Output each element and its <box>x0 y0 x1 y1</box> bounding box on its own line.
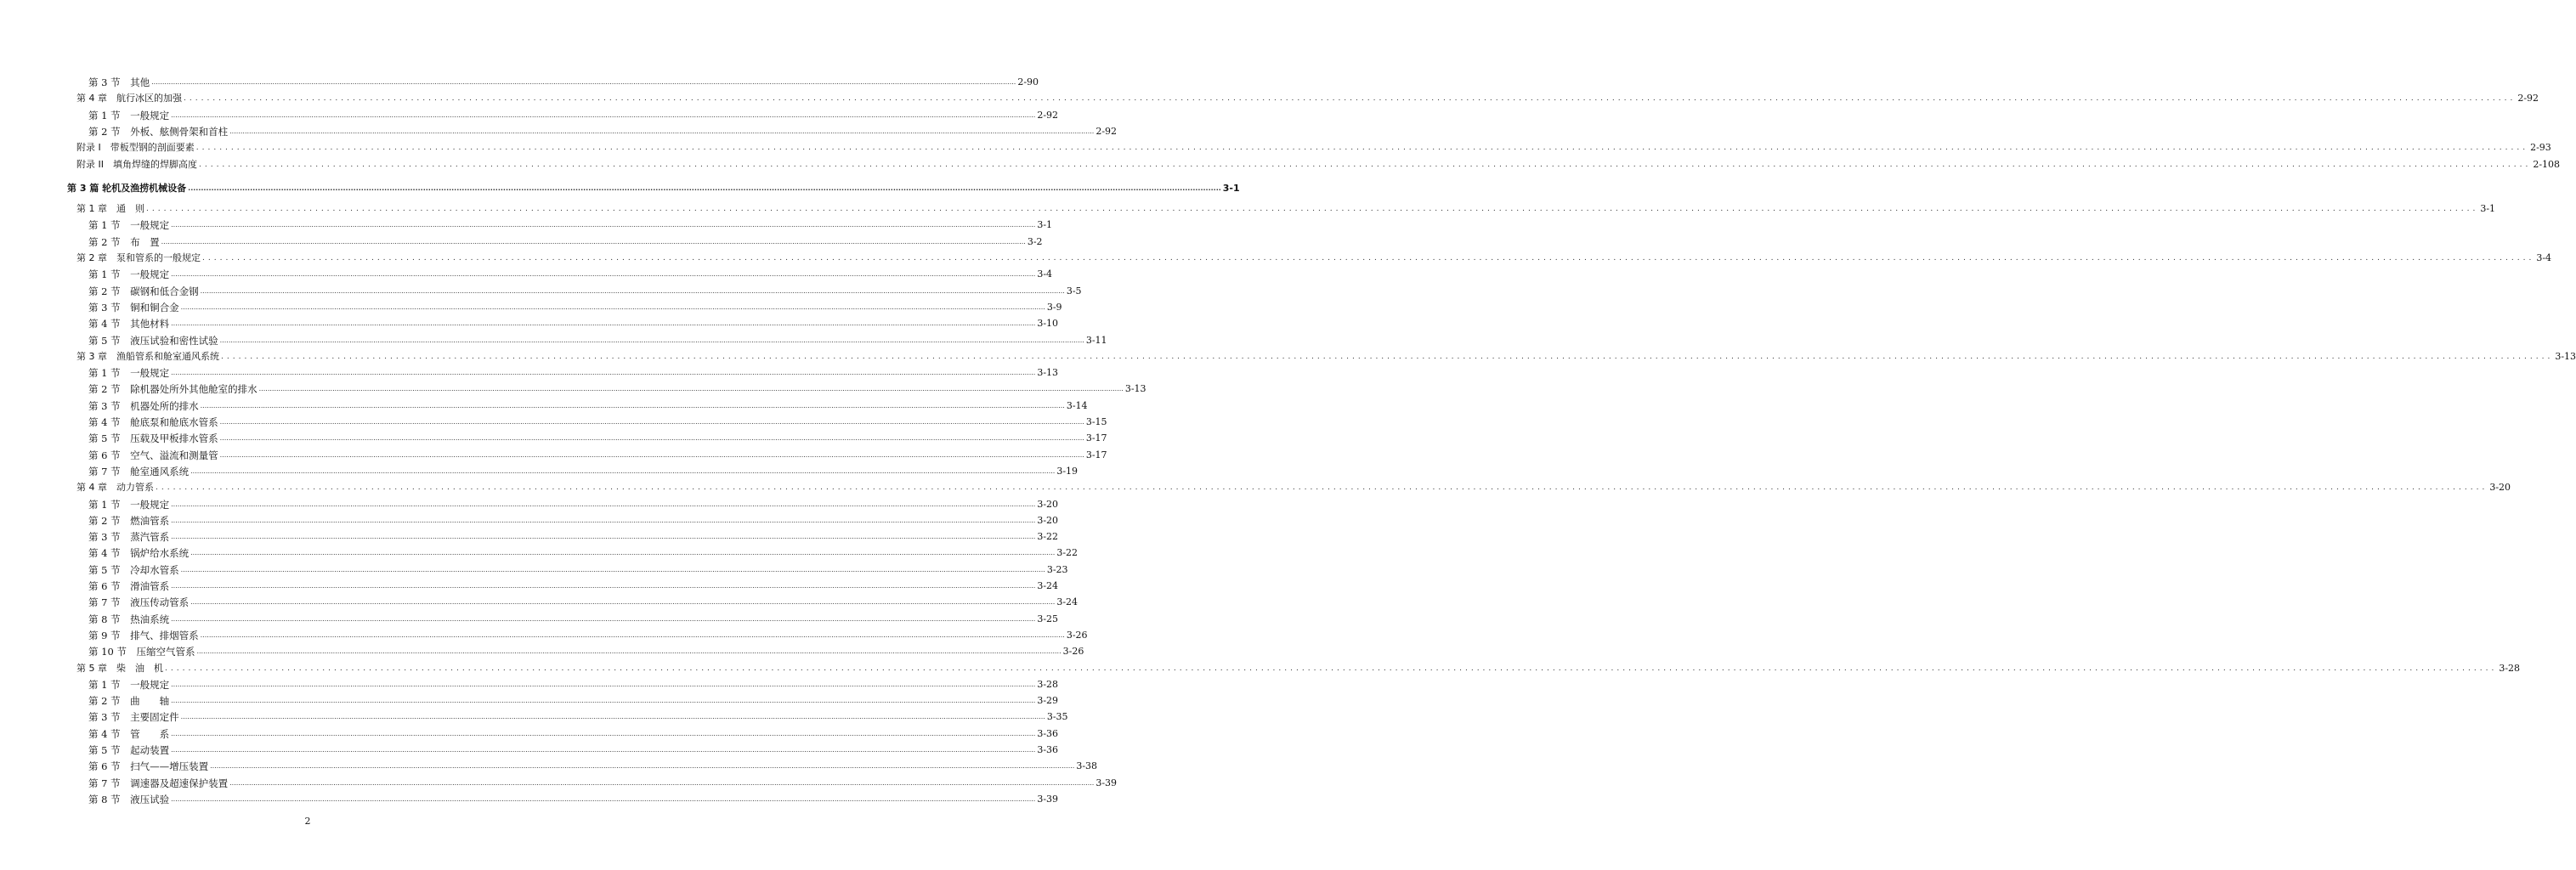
toc-entry-page: 3-20 <box>2489 482 2511 494</box>
toc-entry[interactable] <box>67 182 1240 195</box>
dot-leader: ................................................................................................................................................................................................................................................................................................................................................................................................................ <box>171 369 1036 377</box>
toc-entry[interactable] <box>88 793 1059 806</box>
page-number: 2 <box>304 816 311 827</box>
dot-leader: ................................................................................................................................................................................................................................................................................................................................................................................................................ <box>184 94 2517 104</box>
toc-entry[interactable] <box>76 92 2539 105</box>
toc-entry-page: 3-38 <box>1076 760 1098 772</box>
dot-leader: ................................................................................................................................................................................................................................................................................................................................................................................................................ <box>188 184 1221 192</box>
dot-leader: ................................................................................................................................................................................................................................................................................................................................................................................................................ <box>171 110 1036 119</box>
toc-entry-label: 第 1 节 一般规定 <box>88 219 170 232</box>
toc-entry[interactable] <box>88 760 1098 773</box>
dot-leader: ................................................................................................................................................................................................................................................................................................................................................................................................................ <box>171 582 1036 590</box>
dot-leader: ................................................................................................................................................................................................................................................................................................................................................................................................................ <box>219 336 1084 344</box>
toc-entry-label: 第 3 章 渔船管系和舱室通风系统 <box>76 350 219 362</box>
toc-entry-page: 3-11 <box>1085 334 1107 346</box>
dot-leader: ................................................................................................................................................................................................................................................................................................................................................................................................................ <box>200 630 1065 639</box>
toc-entry[interactable] <box>88 530 1059 544</box>
toc-entry-label: 第 1 节 一般规定 <box>88 367 170 380</box>
toc-entry[interactable] <box>88 546 1079 560</box>
toc-entry[interactable] <box>76 158 2561 172</box>
toc-entry[interactable] <box>88 334 1107 347</box>
dot-leader: ................................................................................................................................................................................................................................................................................................................................................................................................................ <box>171 500 1036 508</box>
toc-entry[interactable] <box>76 251 2552 265</box>
toc-entry-label: 第 8 节 热油系统 <box>88 613 170 625</box>
toc-entry-label: 第 1 节 一般规定 <box>88 678 170 691</box>
toc-entry[interactable] <box>88 694 1059 708</box>
toc-entry[interactable] <box>88 399 1088 413</box>
dot-leader: ................................................................................................................................................................................................................................................................................................................................................................................................................ <box>171 319 1036 328</box>
toc-entry-page: 3-26 <box>1066 629 1088 641</box>
dot-leader: ................................................................................................................................................................................................................................................................................................................................................................................................................ <box>171 221 1036 229</box>
toc-entry-label: 第 5 节 起动装置 <box>88 744 170 756</box>
toc-entry-page: 3-36 <box>1037 744 1059 755</box>
toc-entry-page: 3-20 <box>1037 498 1059 510</box>
toc-entry[interactable] <box>88 109 1059 122</box>
toc-entry-label: 第 4 节 其他材料 <box>88 318 170 330</box>
toc-entry-label: 第 5 节 冷却水管系 <box>88 563 179 576</box>
toc-entry[interactable] <box>88 678 1059 692</box>
dot-leader: ................................................................................................................................................................................................................................................................................................................................................................................................................ <box>200 401 1065 410</box>
toc-entry-label: 第 1 节 一般规定 <box>88 268 170 281</box>
toc-entry-page: 3-17 <box>1085 449 1107 460</box>
toc-entry[interactable] <box>88 432 1107 445</box>
toc-entry[interactable] <box>88 268 1053 281</box>
dot-leader: ................................................................................................................................................................................................................................................................................................................................................................................................................ <box>180 713 1045 721</box>
dot-leader: ................................................................................................................................................................................................................................................................................................................................................................................................................ <box>161 237 1026 246</box>
toc-entry-page: 2-90 <box>1017 76 1039 88</box>
toc-entry-label: 第 2 节 除机器处所外其他舱室的排水 <box>88 383 258 396</box>
toc-entry[interactable] <box>88 382 1146 396</box>
toc-entry-page: 3-2 <box>1027 235 1043 247</box>
toc-entry-page: 3-25 <box>1037 613 1059 624</box>
toc-entry-page: 3-5 <box>1066 285 1082 297</box>
toc-entry-page: 2-92 <box>1096 125 1118 137</box>
dot-leader: ................................................................................................................................................................................................................................................................................................................................................................................................................ <box>171 697 1036 705</box>
toc-entry[interactable] <box>88 629 1088 642</box>
toc-entry-label: 第 3 节 主要固定件 <box>88 711 179 724</box>
dot-leader: ................................................................................................................................................................................................................................................................................................................................................................................................................ <box>219 434 1084 443</box>
toc-entry-label: 第 5 节 压载及甲板排水管系 <box>88 432 218 445</box>
dot-leader: ................................................................................................................................................................................................................................................................................................................................................................................................................ <box>171 270 1036 279</box>
toc-entry-page: 3-28 <box>1037 678 1059 690</box>
dot-leader: ................................................................................................................................................................................................................................................................................................................................................................................................................ <box>229 127 1095 135</box>
toc-entry-label: 第 6 节 空气、溢流和测量管 <box>88 449 218 461</box>
toc-entry-label: 第 3 节 蒸汽管系 <box>88 531 170 544</box>
toc-entry-label: 第 7 节 舱室通风系统 <box>88 465 190 477</box>
toc-entry[interactable] <box>88 465 1079 478</box>
toc-entry[interactable] <box>88 514 1059 528</box>
toc-entry-label: 第 4 章 动力管系 <box>76 482 154 494</box>
toc-entry[interactable] <box>76 202 2496 216</box>
toc-entry[interactable] <box>88 596 1079 609</box>
dot-leader: ................................................................................................................................................................................................................................................................................................................................................................................................................ <box>190 598 1056 607</box>
dot-leader: ................................................................................................................................................................................................................................................................................................................................................................................................................ <box>221 352 2554 361</box>
toc-entry[interactable] <box>88 301 1062 314</box>
toc-entry-page: 3-26 <box>1062 646 1084 658</box>
toc-entry-page: 3-20 <box>1037 514 1059 526</box>
toc-entry-page: 3-13 <box>2555 350 2576 362</box>
toc-entry-page: 3-15 <box>1085 416 1107 427</box>
toc-entry[interactable] <box>88 415 1107 429</box>
toc-entry-page: 2-108 <box>2533 158 2561 170</box>
toc-entry-page: 3-13 <box>1124 383 1146 395</box>
toc-entry-label: 第 7 节 调速器及超速保护装置 <box>88 777 229 789</box>
toc-entry-label: 第 3 节 机器处所的排水 <box>88 399 199 412</box>
toc-entry-label: 第 4 章 航行冰区的加强 <box>76 93 182 105</box>
toc-entry[interactable] <box>88 76 1039 89</box>
toc-entry-label: 第 2 节 曲 轴 <box>88 695 170 708</box>
toc-entry-page: 2-93 <box>2530 142 2551 154</box>
toc-entry-page: 3-4 <box>2536 252 2552 263</box>
toc-entry-page: 3-23 <box>1046 563 1068 575</box>
dot-leader: ................................................................................................................................................................................................................................................................................................................................................................................................................ <box>180 565 1045 573</box>
toc-entry-label: 第 7 节 液压传动管系 <box>88 596 190 609</box>
toc-entry[interactable] <box>88 563 1068 577</box>
dot-leader: ................................................................................................................................................................................................................................................................................................................................................................................................................ <box>171 729 1036 737</box>
toc-entry-page: 3-22 <box>1056 547 1079 559</box>
toc-entry-label: 附录 I 带板型钢的剖面要素 <box>76 142 195 154</box>
toc-entry-page: 3-9 <box>1046 301 1062 313</box>
dot-leader: ................................................................................................................................................................................................................................................................................................................................................................................................................ <box>171 680 1036 688</box>
toc-entry-page: 3-36 <box>1037 727 1059 739</box>
dot-leader: ................................................................................................................................................................................................................................................................................................................................................................................................................ <box>180 302 1045 311</box>
dot-leader: ................................................................................................................................................................................................................................................................................................................................................................................................................ <box>171 794 1036 803</box>
toc-entry-label: 第 2 节 外板、舷侧骨架和首柱 <box>88 125 229 138</box>
toc-entry[interactable] <box>88 579 1059 593</box>
toc-entry-label: 第 5 节 液压试验和密性试验 <box>88 334 218 347</box>
dot-leader: ................................................................................................................................................................................................................................................................................................................................................................................................................ <box>219 418 1084 426</box>
toc-entry-label: 附录 II 填角焊缝的焊脚高度 <box>76 158 197 170</box>
dot-leader: ................................................................................................................................................................................................................................................................................................................................................................................................................ <box>171 746 1036 754</box>
toc-entry-page: 3-19 <box>1056 465 1079 477</box>
toc-entry-page: 3-24 <box>1056 596 1079 608</box>
toc-entry[interactable] <box>88 613 1059 626</box>
toc-entry[interactable] <box>88 218 1053 232</box>
toc-entry[interactable] <box>76 662 2521 675</box>
toc-entry-page: 2-92 <box>2517 93 2539 105</box>
toc-entry-label: 第 6 节 滑油管系 <box>88 580 170 592</box>
toc-entry-page: 3-39 <box>1096 777 1118 788</box>
toc-entry-page: 3-24 <box>1037 580 1059 591</box>
toc-entry-label: 第 3 节 铜和铜合金 <box>88 301 179 314</box>
toc-entry[interactable] <box>88 366 1059 380</box>
toc-entry-page: 3-35 <box>1046 711 1068 723</box>
toc-entry-label: 第 4 节 管 系 <box>88 727 170 740</box>
toc-entry-page: 3-22 <box>1037 531 1059 543</box>
toc-entry-page: 3-28 <box>2499 662 2521 674</box>
dot-leader: ................................................................................................................................................................................................................................................................................................................................................................................................................ <box>198 160 2532 169</box>
dot-leader: ................................................................................................................................................................................................................................................................................................................................................................................................................ <box>171 533 1036 541</box>
toc-entry[interactable] <box>88 285 1082 298</box>
toc-entry[interactable] <box>76 350 2576 364</box>
toc-entry[interactable] <box>88 449 1107 462</box>
toc-entry-label: 第 2 节 碳钢和低合金钢 <box>88 285 199 297</box>
toc-entry-label: 第 8 节 液压试验 <box>88 793 170 805</box>
toc-entry[interactable] <box>88 777 1118 790</box>
toc-entry[interactable] <box>88 498 1059 511</box>
toc-entry-label: 第 10 节 压缩空气管系 <box>88 646 195 658</box>
dot-leader: ................................................................................................................................................................................................................................................................................................................................................................................................................ <box>171 614 1036 623</box>
toc-entry-page: 3-14 <box>1066 399 1088 411</box>
toc-entry[interactable] <box>88 727 1059 741</box>
dot-leader: ................................................................................................................................................................................................................................................................................................................................................................................................................ <box>200 286 1065 295</box>
dot-leader: ................................................................................................................................................................................................................................................................................................................................................................................................................ <box>202 254 2535 263</box>
toc-entry-label: 第 9 节 排气、排烟管系 <box>88 629 199 641</box>
toc-entry-label: 第 1 节 一般规定 <box>88 109 170 121</box>
toc-entry-label: 第 2 节 燃油管系 <box>88 514 170 527</box>
toc-entry-label: 第 1 节 一般规定 <box>88 498 170 511</box>
toc-entry[interactable] <box>88 125 1118 138</box>
toc-entry-label: 第 6 节 扫气——增压装置 <box>88 760 209 773</box>
dot-leader: ................................................................................................................................................................................................................................................................................................................................................................................................................ <box>171 516 1036 524</box>
toc-entry[interactable] <box>88 645 1084 658</box>
toc-entry[interactable] <box>88 317 1059 330</box>
toc-entry-page: 3-1 <box>1037 219 1053 231</box>
toc-entry[interactable] <box>88 710 1068 724</box>
toc-entry-page: 3-17 <box>1085 432 1107 444</box>
toc-entry-label: 第 4 节 锅炉给水系统 <box>88 547 190 560</box>
toc-entry[interactable] <box>88 743 1059 757</box>
toc-entry-label: 第 2 节 布 置 <box>88 235 160 248</box>
toc-entry-page: 3-1 <box>2480 203 2496 215</box>
toc-entry-page: 2-92 <box>1037 109 1059 121</box>
toc-entry[interactable] <box>76 141 2551 155</box>
toc-entry-label: 第 5 章 柴 油 机 <box>76 662 163 674</box>
toc-entry-label: 第 1 章 通 则 <box>76 203 144 215</box>
dot-leader: ................................................................................................................................................................................................................................................................................................................................................................................................................ <box>196 647 1062 656</box>
toc-entry-label: 第 2 章 泵和管系的一般规定 <box>76 252 201 263</box>
toc-entry[interactable] <box>88 235 1043 249</box>
toc-entry[interactable] <box>76 481 2511 494</box>
toc-entry-label: 第 3 篇 轮机及渔捞机械设备 <box>67 182 187 194</box>
dot-leader: ................................................................................................................................................................................................................................................................................................................................................................................................................ <box>151 78 1016 86</box>
dot-leader: ................................................................................................................................................................................................................................................................................................................................................................................................................ <box>165 664 2498 673</box>
dot-leader: ................................................................................................................................................................................................................................................................................................................................................................................................................ <box>156 483 2488 493</box>
dot-leader: ................................................................................................................................................................................................................................................................................................................................................................................................................ <box>190 466 1056 475</box>
toc-entry-page: 3-1 <box>1222 182 1240 194</box>
dot-leader: ................................................................................................................................................................................................................................................................................................................................................................................................................ <box>258 385 1124 393</box>
dot-leader: ................................................................................................................................................................................................................................................................................................................................................................................................................ <box>195 144 2529 153</box>
toc-entry-label: 第 3 节 其他 <box>88 76 150 88</box>
toc-entry-page: 3-29 <box>1037 695 1059 707</box>
toc-entry-page: 3-13 <box>1037 367 1059 379</box>
toc-entry-label: 第 4 节 舱底泵和舱底水管系 <box>88 416 218 428</box>
dot-leader: ................................................................................................................................................................................................................................................................................................................................................................................................................ <box>219 450 1084 459</box>
dot-leader: ................................................................................................................................................................................................................................................................................................................................................................................................................ <box>146 205 2479 214</box>
dot-leader: ................................................................................................................................................................................................................................................................................................................................................................................................................ <box>210 762 1075 771</box>
toc-entry-page: 3-4 <box>1037 268 1053 280</box>
dot-leader: ................................................................................................................................................................................................................................................................................................................................................................................................................ <box>229 778 1095 787</box>
toc-entry-page: 3-10 <box>1037 318 1059 330</box>
toc-entry-page: 3-39 <box>1037 793 1059 805</box>
dot-leader: ................................................................................................................................................................................................................................................................................................................................................................................................................ <box>190 549 1056 557</box>
